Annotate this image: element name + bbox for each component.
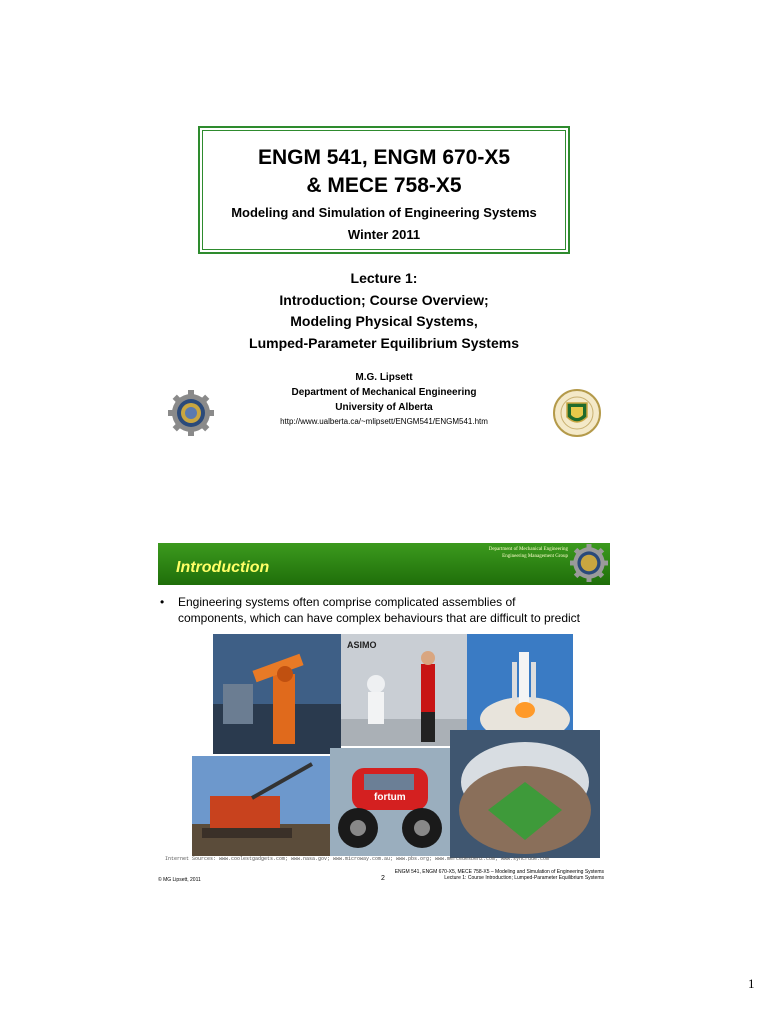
course-term: Winter 2011 [347, 227, 421, 242]
asimo-label: ASIMO [347, 640, 377, 650]
author-university: University of Alberta [335, 402, 433, 413]
photo-industrial-robot [213, 634, 341, 754]
title-box [198, 126, 570, 254]
lecture-heading [198, 268, 570, 354]
mech-eng-gear-logo [168, 390, 214, 436]
course-title-line1: ENGM 541, ENGM 670-X5 [257, 146, 511, 169]
course-url: http://www.ualberta.ca/~mlipsett/ENGM541/ENGM541.htm [280, 417, 488, 426]
truck-label: fortum [374, 792, 406, 803]
bullet-line: Engineering systems often comprise complicated assemblies of [178, 595, 516, 609]
page-number: 1 [748, 976, 755, 991]
bullet-marker: • [160, 595, 165, 609]
lecture-line: Introduction; Course Overview; [279, 291, 489, 308]
dept-line: Engineering Management Group [502, 554, 568, 559]
photo-mining-shovel [192, 756, 330, 856]
slide2-copyright: © MG Lipsett, 2011 [158, 877, 201, 883]
lecture-line: Lumped-Parameter Equilibrium Systems [249, 334, 519, 351]
university-seal-logo [553, 389, 601, 437]
lecture-line: Lecture 1: [350, 270, 418, 286]
photo-asimo-robot [341, 634, 467, 746]
dept-line: Department of Mechanical Engineering [488, 547, 568, 552]
photo-space-shuttle [467, 634, 573, 734]
bullet-text [178, 594, 618, 626]
footer-line: ENGM 541, ENGM 670-X5, MECE 758-X5 – Modeling and Simulation of Engineering Systems [394, 869, 604, 875]
image-sources: Internet Sources: www.coolestgadgets.com; www.nasa.gov; www.microway.com.au; www.pbs.org; www.mercedesbenz.com; www.syncrude.com [165, 856, 550, 862]
slide2-footer-right [380, 869, 604, 881]
lecture-line: Modeling Physical Systems, [290, 313, 478, 329]
slide2-dept-label [489, 546, 568, 560]
footer-line: Lecture 1: Course Introduction; Lumped-Parameter Equilibrium Systems [444, 875, 604, 881]
author-block [198, 370, 570, 428]
photo-stadium [450, 730, 600, 858]
author-department: Department of Mechanical Engineering [291, 387, 477, 398]
course-title-line2: & MECE 758-X5 [306, 174, 462, 197]
course-subtitle: Modeling and Simulation of Engineering Systems [231, 205, 537, 220]
photo-monster-truck [330, 748, 450, 856]
slide2-gear-logo [570, 544, 608, 582]
slide2-number: 2 [381, 875, 385, 882]
slide2-title: Introduction [176, 559, 270, 576]
bullet-line: components, which can have complex behaviours that are difficult to predict [178, 611, 580, 625]
author-name: M.G. Lipsett [355, 372, 413, 383]
